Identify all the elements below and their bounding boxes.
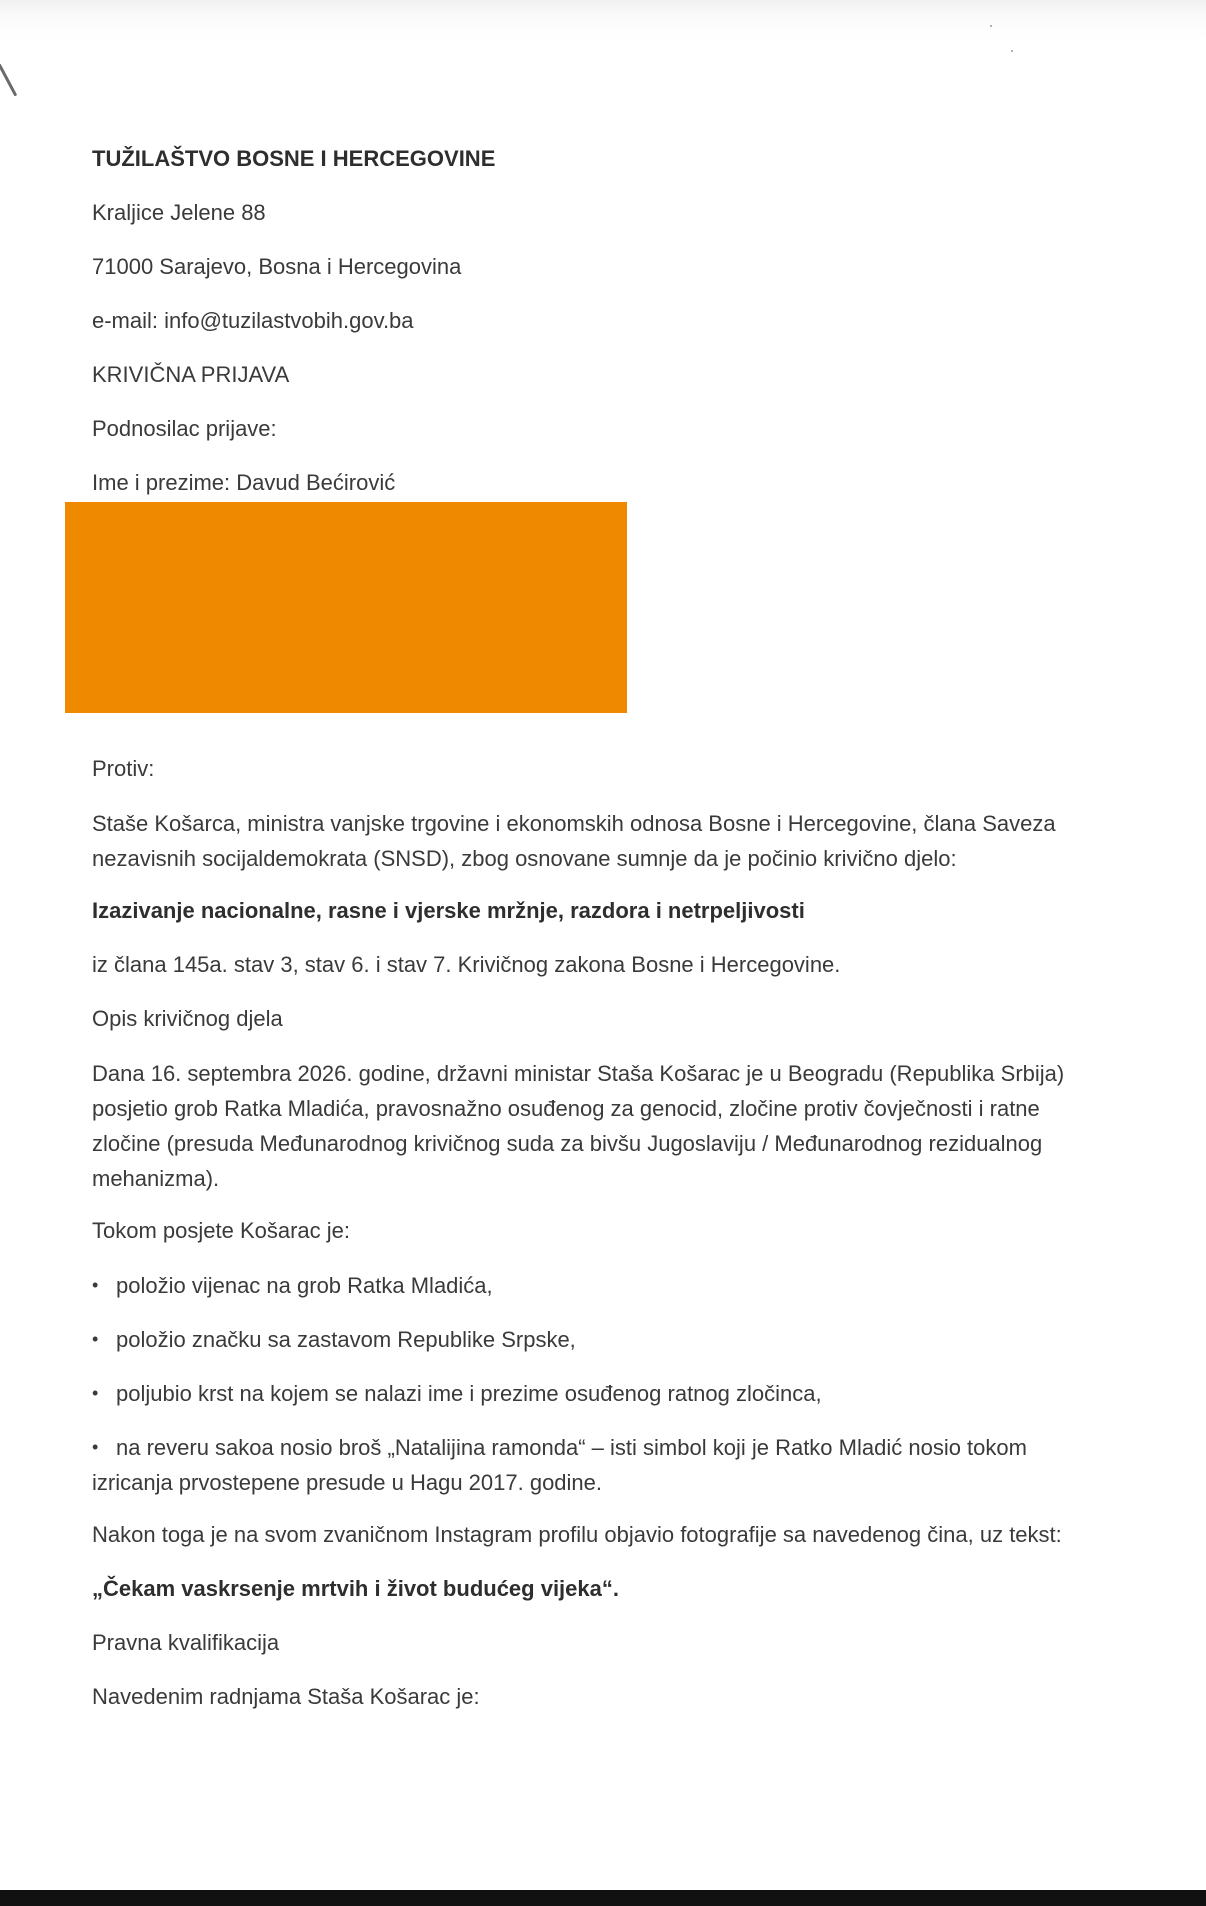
accused-line-1: Staše Košarca, ministra vanjske trgovine i ekonomskih odnosa Bosne i Hercegovine, člana Saveza [92,811,1056,836]
scan-bottom-edge [0,1890,1206,1906]
offense-title: Izazivanje nacionalne, rasne i vjerske mržnje, razdora i netrpeljivosti [92,898,805,923]
quote: „Čekam vaskrsenje mrtvih i život budućeg vijeka“. [92,1576,619,1601]
list-item [92,1376,1142,1430]
list-item [92,1268,1142,1322]
scan-speck [1011,50,1013,52]
against-label: Protiv: [92,756,155,781]
list-item [92,1322,1142,1376]
bullet-text: položio značku sa zastavom Republike Srpske, [116,1327,576,1352]
bullet-first-line [92,1430,1142,1465]
submitter-name: Ime i prezime: Davud Bećirović [92,470,396,495]
bullet-dot-icon: • [92,1437,99,1457]
document-type: KRIVIČNA PRIJAVA [92,362,290,387]
submitter-label: Podnosilac prijave: [92,416,277,441]
visit-intro: Tokom posjete Košarac je: [92,1218,351,1243]
bullet-text: poljubio krst na kojem se nalazi ime i prezime osuđenog ratnog zločinca, [116,1381,822,1406]
bullet-text: položio vijenac na grob Ratka Mladića, [116,1273,493,1298]
document-body [92,142,1142,1734]
description-heading: Opis krivičnog djela [92,1006,283,1031]
accused-paragraph [92,806,1142,876]
institution-street: Kraljice Jelene 88 [92,200,266,225]
redacted-area-spacer [92,520,1142,752]
bullet-continuation: izricanja prvostepene presude u Hagu 2017. godine. [92,1470,603,1495]
bullet-text: na reveru sakoa nosio broš „Natalijina ramonda“ – isti simbol koji je Ratko Mladić nosio tokom [116,1435,1027,1460]
offense-article: iz člana 145a. stav 3, stav 6. i stav 7. Krivičnog zakona Bosne i Hercegovine. [92,952,841,977]
list-item [92,1430,1142,1500]
institution-city: 71000 Sarajevo, Bosna i Hercegovina [92,254,462,279]
description-line-2: posjetio grob Ratka Mladića, pravosnažno osuđenog za genocid, zločine protiv čovječnosti i ratne [92,1096,1040,1121]
instagram-line: Nakon toga je na svom zvaničnom Instagram profilu objavio fotografije sa navedenog čina, uz tekst: [92,1522,1062,1547]
bullet-list [92,1268,1142,1500]
bullet-dot-icon: • [92,1383,99,1403]
institution-name: TUŽILAŠTVO BOSNE I HERCEGOVINE [92,146,496,171]
institution-email: e-mail: info@tuzilastvobih.gov.ba [92,308,414,333]
legal-heading: Pravna kvalifikacija [92,1630,280,1655]
accused-line-2: nezavisnih socijaldemokrata (SNSD), zbog osnovane sumnje da je počinio krivično djelo: [92,846,957,871]
description-line-3: zločine (presuda Međunarodnog krivičnog suda za bivšu Jugoslaviju / Međunarodnog rezidualnog [92,1131,1043,1156]
bullet-dot-icon: • [92,1275,99,1295]
bullet-dot-icon: • [92,1329,99,1349]
description-line-1: Dana 16. septembra 2026. godine, državni ministar Staša Košarac je u Beogradu (Republika Srbija) [92,1061,1065,1086]
description-paragraph [92,1056,1142,1196]
scan-artifact-mark [0,63,17,96]
scan-speck [990,25,992,27]
description-line-4: mehanizma). [92,1166,220,1191]
legal-intro: Navedenim radnjama Staša Košarac je: [92,1684,480,1709]
